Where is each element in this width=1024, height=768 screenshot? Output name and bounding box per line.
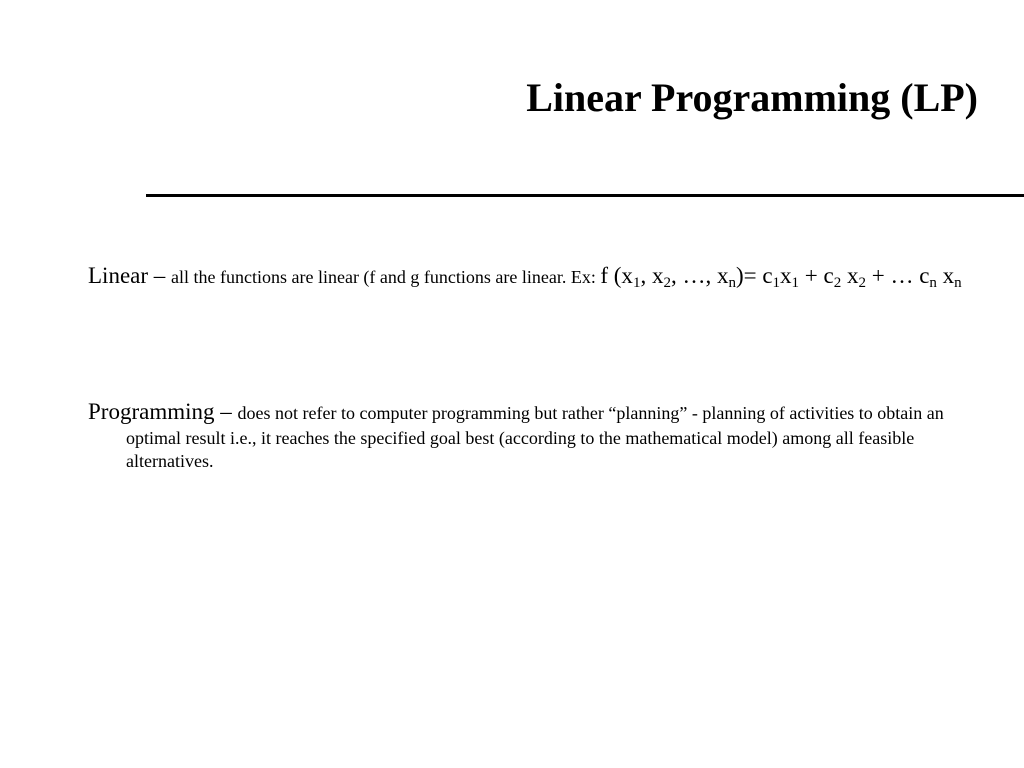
formula-text: x [936, 263, 955, 288]
formula-text: )= c [735, 263, 773, 288]
formula-subscript: 2 [858, 275, 866, 291]
formula-subscript: 1 [632, 275, 641, 291]
linear-formula [600, 263, 962, 291]
formula-subscript: n [728, 275, 736, 291]
linear-definition [88, 262, 986, 291]
programming-description: does not refer to computer programming but rather “planning” - planning of activities to obtain an optimal result i.e., it reaches the specified goal best (according to the mathematical model) among all feasible alternatives. [126, 403, 944, 471]
formula-text: x [841, 263, 859, 288]
formula-text: , …, x [670, 263, 729, 288]
formula-text: + … c [865, 263, 930, 288]
formula-subscript: n [954, 275, 962, 291]
formula-subscript: 1 [791, 275, 800, 291]
slide-title: Linear Programming (LP) [526, 75, 978, 120]
linear-term: Linear – [88, 263, 172, 288]
programming-term: Programming – [88, 399, 238, 424]
linear-description: all the functions are linear (f and g functions are linear. Ex: [171, 267, 601, 287]
title-underline [146, 194, 1024, 197]
formula-text: x [780, 263, 792, 288]
formula-text: + c [799, 263, 834, 288]
formula-subscript: n [929, 275, 937, 291]
formula-text: f (x [600, 263, 633, 288]
formula-subscript: 2 [833, 275, 842, 291]
programming-definition [88, 398, 986, 473]
formula-text: , x [640, 263, 664, 288]
formula-subscript: 1 [772, 275, 781, 291]
formula-subscript: 2 [663, 275, 671, 291]
